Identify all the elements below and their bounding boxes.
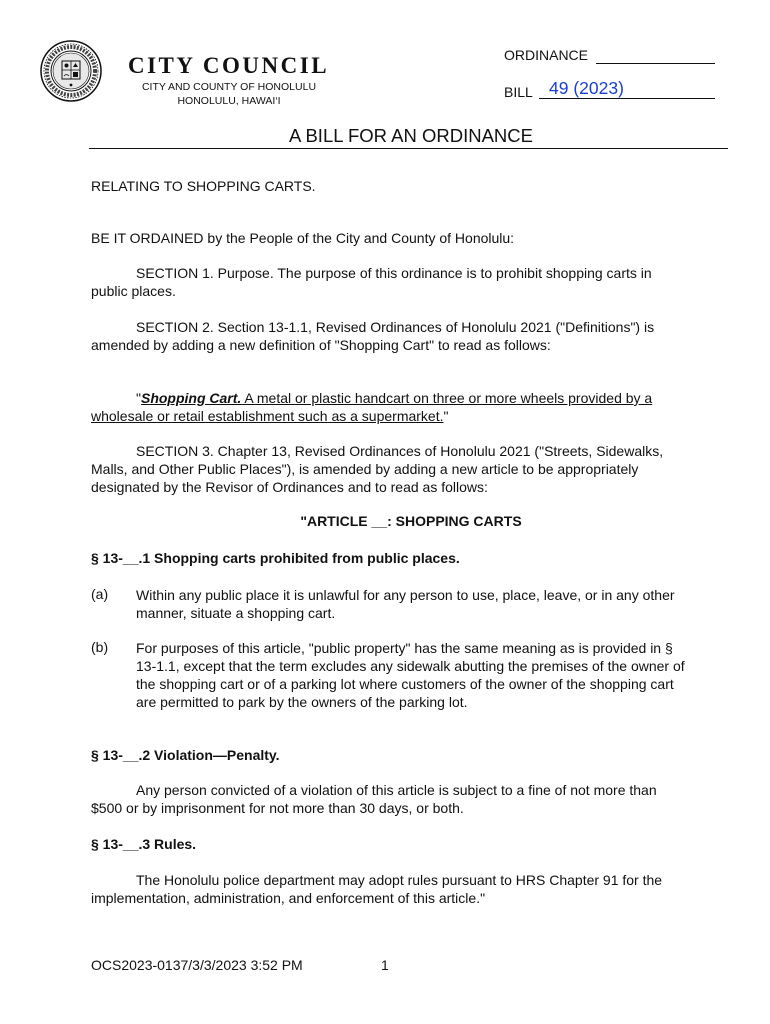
section-3: SECTION 3. Chapter 13, Revised Ordinances of Honolulu 2021 ("Streets, Sidewalks, Malls, and Other Public Places"), is amended by adding a new article to be appropriately designated by the Revisor of Ordinances and to read as follows: [91, 443, 664, 495]
ordinance-number-line [596, 63, 715, 64]
council-subtitle-line1: CITY AND COUNTY OF HONOLULU [141, 81, 317, 93]
section-heading-3: § 13-__.3 Rules. [91, 836, 197, 852]
penalty-text: Any person convicted of a violation of this article is subject to a fine of not more than $500 or by imprisonment for not more than 30 days, or both. [91, 782, 657, 816]
bill-title: A BILL FOR AN ORDINANCE [289, 125, 533, 146]
title-rule [89, 148, 728, 149]
ordinance-label: ORDINANCE [504, 47, 589, 63]
bill-number-line [539, 98, 715, 99]
relating-clause: RELATING TO SHOPPING CARTS. [91, 178, 316, 194]
council-title: CITY COUNCIL [128, 53, 330, 78]
section-heading-2: § 13-__.2 Violation—Penalty. [91, 747, 280, 763]
definition-close-quote: " [443, 408, 449, 424]
shopping-cart-definition [91, 389, 686, 425]
council-subtitle [128, 80, 330, 108]
council-subtitle-line2: HONOLULU, HAWAI‘I [177, 95, 281, 107]
city-seal-icon [40, 40, 102, 102]
bill-label: BILL [504, 84, 533, 100]
footer-document-code: OCS2023-0137/3/3/2023 3:52 PM [91, 957, 303, 973]
definition-term: Shopping Cart. [140, 390, 242, 406]
section-heading-1: § 13-__.1 Shopping carts prohibited from public places. [91, 550, 460, 566]
bill-number: 49 (2023) [549, 78, 624, 98]
paragraph-b-label: (b) [91, 639, 109, 655]
paragraph-a-text: Within any public place it is unlawful for any person to use, place, leave, or in any other manner, situate a shopping cart. [136, 587, 675, 621]
section-1: SECTION 1. Purpose. The purpose of this ordinance is to prohibit shopping carts in public places. [91, 265, 652, 299]
definition-underlined [91, 390, 652, 424]
paragraph-b-text: For purposes of this article, "public property" has the same meaning as is provided in § 13-1.1, except that the term excludes any sidewalk abutting the premises of the owner of the shopping cart or of a parking lot where customers of the owner of the shopping cart are permitted to park by the owners of the parking lot. [136, 640, 685, 710]
page-number: 1 [381, 957, 389, 973]
enacting-clause: BE IT ORDAINED by the People of the City and County of Honolulu: [91, 230, 515, 246]
definition-open-quote: " [136, 390, 141, 406]
article-heading: "ARTICLE __: SHOPPING CARTS [300, 513, 522, 529]
section-2: SECTION 2. Section 13-1.1, Revised Ordinances of Honolulu 2021 ("Definitions") is amended by adding a new definition of "Shopping Cart" to read as follows: [91, 319, 655, 353]
definition-text: A metal or plastic handcart on three or more wheels provided by a wholesale or retail establishment such as a supermarket. [91, 390, 653, 424]
paragraph-a-label: (a) [91, 586, 109, 602]
rules-text: The Honolulu police department may adopt rules pursuant to HRS Chapter 91 for the implementation, administration, and enforcement of this article." [91, 872, 663, 906]
